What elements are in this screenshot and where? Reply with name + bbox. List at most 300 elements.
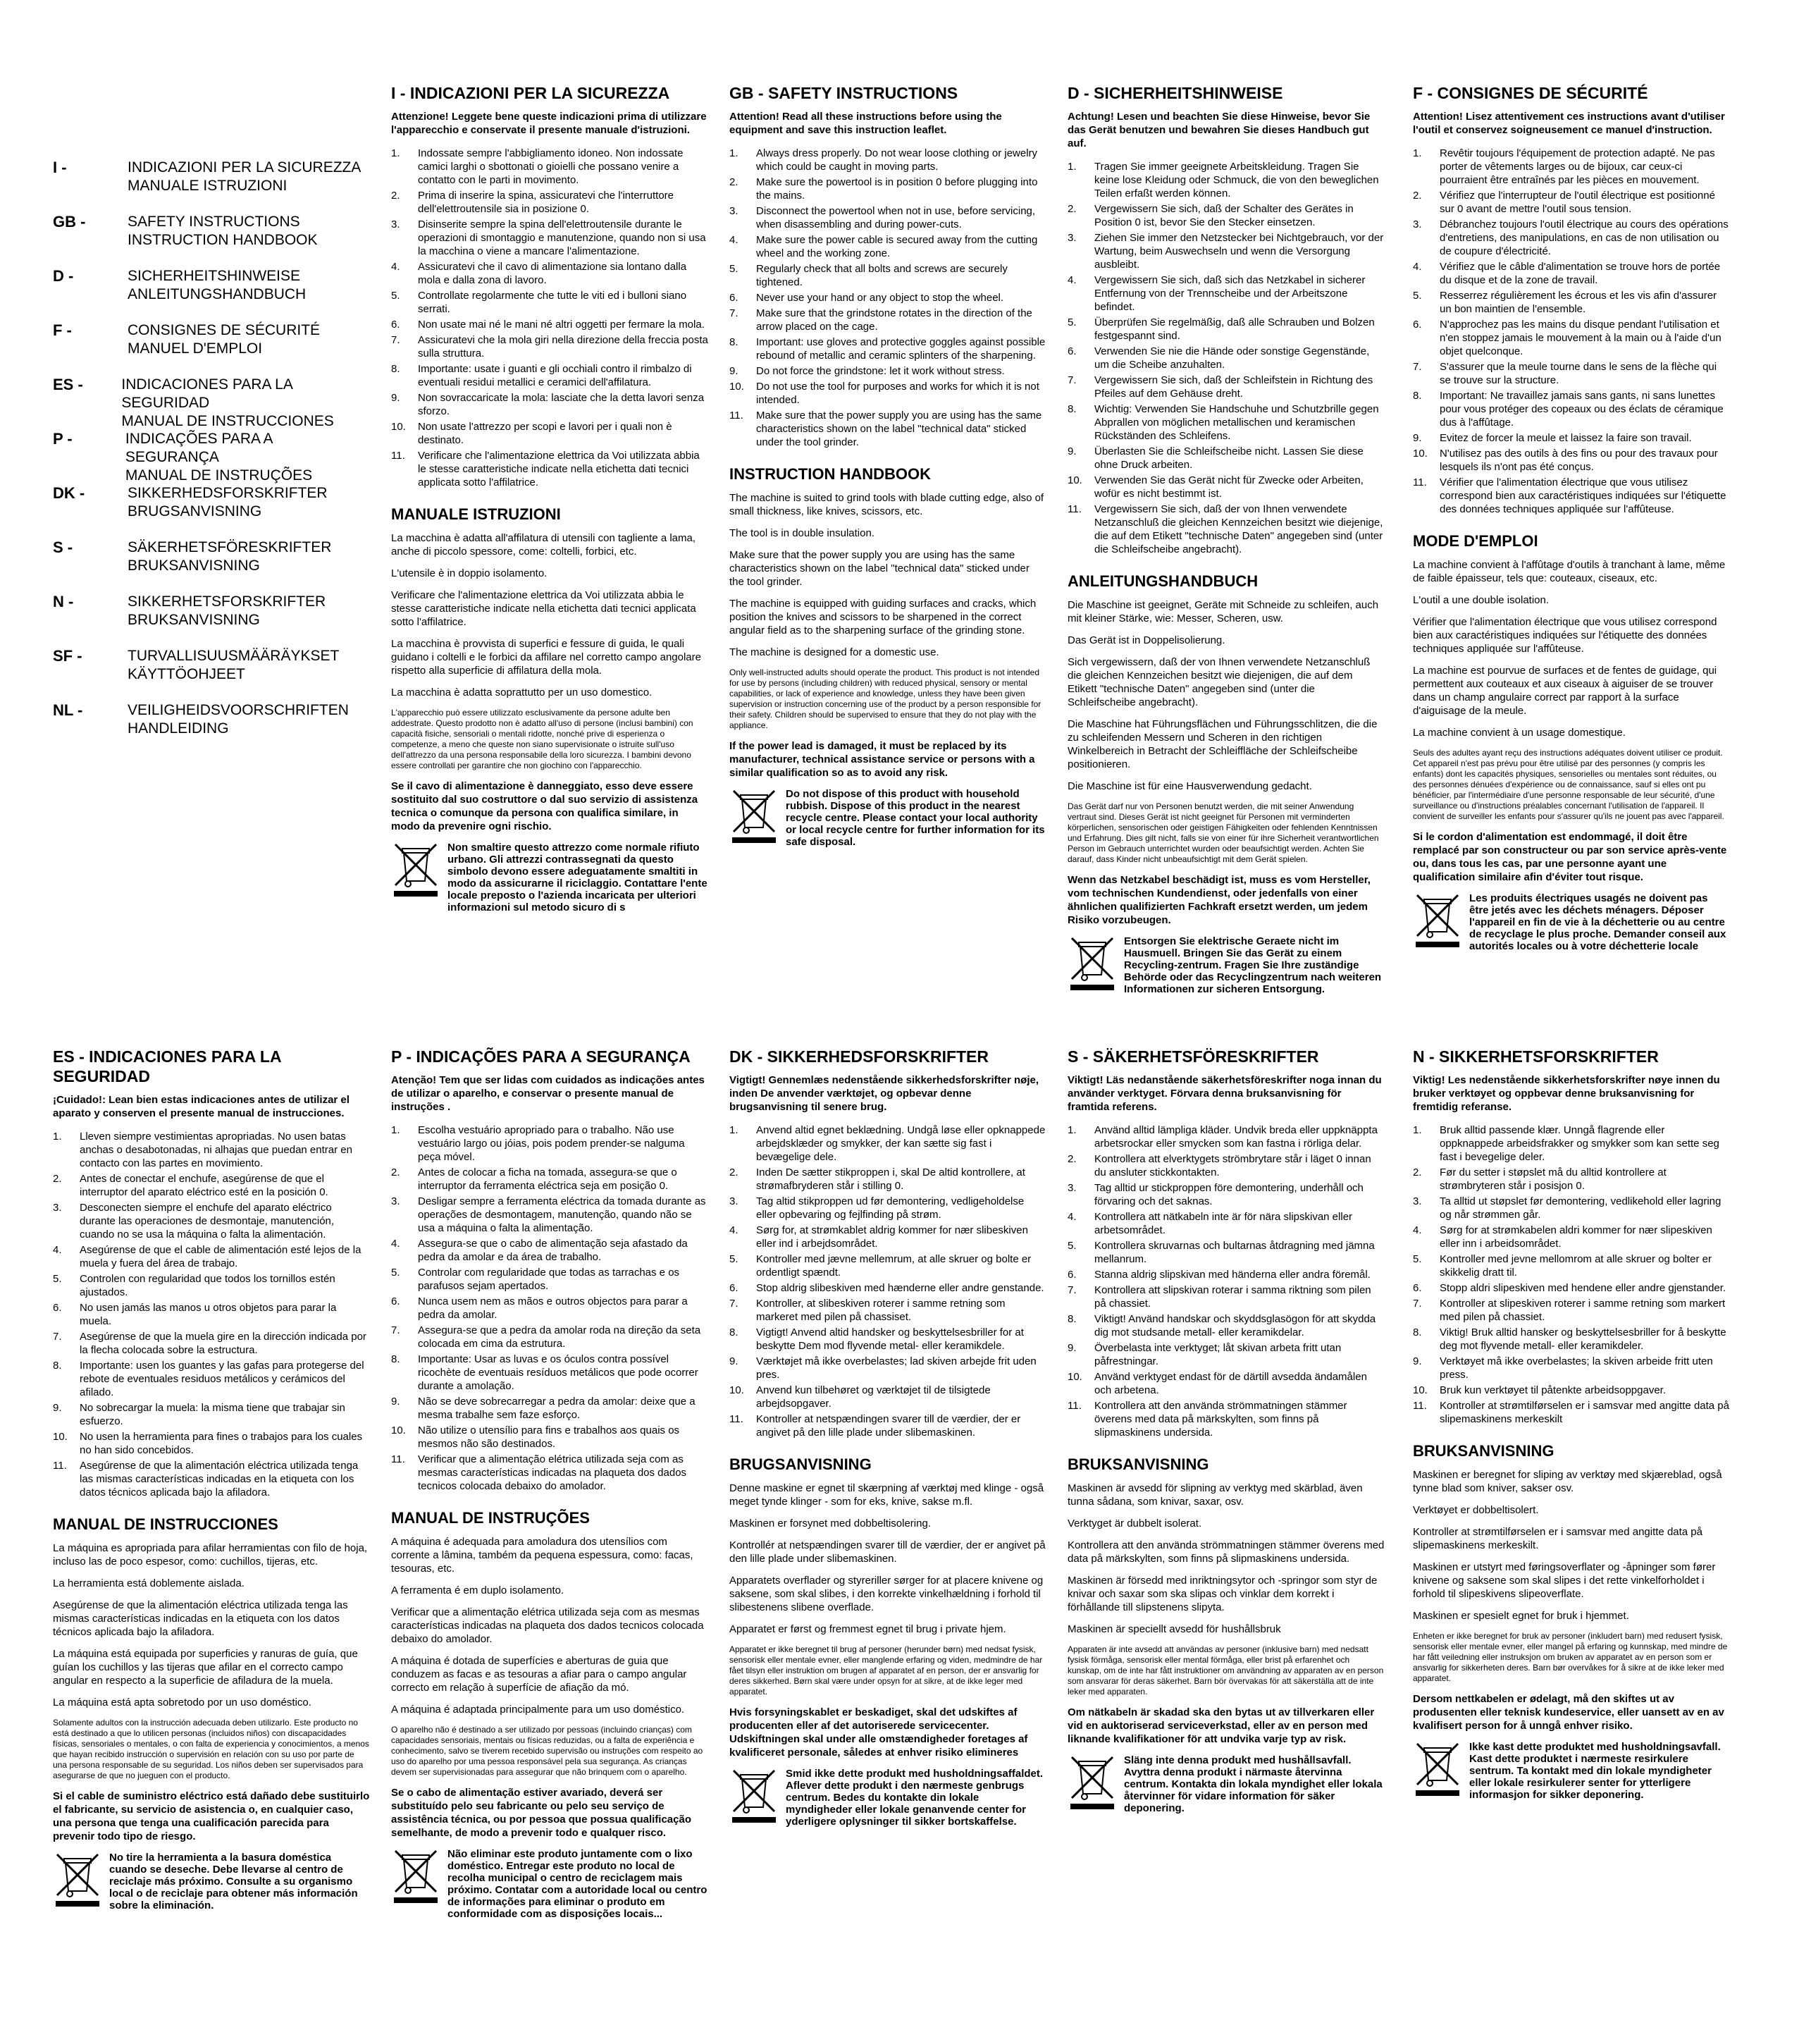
manual-paragraph: La machine est pourvue de surfaces et de fentes de guidage, qui permettent aux couteaux et aux ciseaux à aiguiser de se trouver dans un champ angulaire correct par rapport à la surface d'aiguisage de la meule. <box>1413 665 1717 717</box>
manual-paragraph: Solamente adultos con la instrucción adecuada deben utilizarlo. Este producto no está destinado a que lo utilicen personas (incluidos niños) con discapacidades físicas, sensoriales o mentales, o con falta de experiencia y conocimientos, a menos que hayan recibido instrucción o supervisión en relación con su uso por parte de una persona responsable de su seguridad. Los niños deben ser supervisados para asegurarse de que no jueguen con el producto. <box>53 1718 369 1780</box>
rule-number: 4. <box>1413 261 1422 273</box>
safety-rule <box>1413 1123 1730 1164</box>
rule-number: 6. <box>1068 345 1077 357</box>
rule-number: 8. <box>391 1353 400 1365</box>
rule-number: 8. <box>729 336 738 348</box>
rule-number: 9. <box>53 1402 62 1414</box>
disposal-text: Non smaltire questo attrezzo come normale rifiuto urbano. Gli attrezzi contrassegnati da questo simbolo devono essere adeguatamente smaltiti in modo da assicurarne il riciclaggio. Contattare l'ente locale preposto o l'azienda incaricata per ulteriori informazioni sul metodo sicuro di s <box>447 842 707 913</box>
safety-rule <box>1413 147 1730 187</box>
rule-text: Kontroller at strømtilførselen er i samsvar med angitte data på slipemaskinens merkeskilt <box>1440 1400 1729 1425</box>
rule-number: 4. <box>1068 274 1077 286</box>
rule-text: Assicuratevi che il cavo di alimentazione sia lontano dalla mola e dalla zona di lavoro. <box>418 261 687 286</box>
rule-text: Make sure the power cable is secured away from the cutting wheel and the working zone. <box>756 234 1038 259</box>
manual-paragraph: Die Maschine ist für eine Hausverwendung gedacht. <box>1068 780 1312 792</box>
crossed-bin-icon <box>1413 892 1462 949</box>
rule-number: 2. <box>391 190 400 202</box>
safety-rule <box>729 409 1046 449</box>
index-row <box>53 159 363 213</box>
rule-text: Verificar que a alimentação elétrica utilizada seja com as mesmas características indicadas na plaqueta dos dados tecnicos colocada debaixo do amolador. <box>418 1453 687 1492</box>
rule-text: Always dress properly. Do not wear loose clothing or jewelry which could be caught in moving parts. <box>756 147 1038 173</box>
rule-text: Non sovraccaricate la mola: lasciate che la detta lavori senza sforzo. <box>418 392 705 417</box>
disposal-text: No tire la herramienta a la basura doméstica cuando se deseche. Debe llevarse al centro de reciclaje más próximo. Consulte a su organismo local o de reciclaje para obtener más información sobre la eliminación. <box>109 1852 358 1911</box>
safety-warning: Attention! Read all these instructions before using the equipment and save this instruction leaflet. <box>729 111 1002 136</box>
rule-text: Não utilize o utensílio para fins e trabalhos aos quais os mesmos não são destinados. <box>418 1424 680 1450</box>
safety-rule <box>729 262 1046 289</box>
rule-text: N'utilisez pas des outils à des fins ou pour des travaux pour lesquels ils n'ont pas été conçus. <box>1440 448 1718 473</box>
rule-number: 5. <box>1068 316 1077 328</box>
index-row <box>53 647 363 701</box>
manual-paragraph: Maskinen er utstyrt med føringsoverflater og -åpninger som fører knivene og saksene som skal slipes i det rette vinkelforholdet i forhold til slipeskivens slipeoverflate. <box>1413 1561 1716 1600</box>
safety-warning: Atenção! Tem que ser lidas com cuidados as indicações antes de utilizar o aparelho, e conservar o presente manual de instruções . <box>391 1074 705 1113</box>
rule-number: 7. <box>729 1298 738 1310</box>
rule-text: Vergewissern Sie sich, daß der von Ihnen verwendete Netzanschluß die gleichen Kennzeichen besitzt wie diejenige, die auf dem Etikett "technische Daten" angegeben sind (unter die Schleifscheibe angebracht). <box>1094 503 1383 555</box>
manual-paragraph: Apparatets overflader og styreriller sørger for at placere knivene og saksene, som skal slibes, i den korrekte vinkelhældning i forhold til slibestenens slibene overflade. <box>729 1575 1044 1613</box>
rule-number: 8. <box>1413 390 1422 402</box>
safety-rule <box>729 147 1046 173</box>
index-section-titles <box>128 213 318 250</box>
index-language-code: D - <box>53 267 74 285</box>
manual-paragraph: La machine convient à l'affûtage d'outils à tranchant à lame, même de faible épaisseur, tels que: couteaux, ciseaux, etc. <box>1413 559 1726 584</box>
rule-number: 7. <box>391 1324 400 1336</box>
safety-rule <box>729 1224 1046 1250</box>
safety-rule <box>1068 1399 1385 1439</box>
rule-text: Assicuratevi che la mola giri nella direzione della freccia posta sulla struttura. <box>418 334 708 359</box>
disposal-notice <box>391 842 708 913</box>
rule-text: Stop aldrig slibeskiven med hænderne eller andre genstande. <box>756 1282 1044 1294</box>
safety-rules <box>391 147 708 489</box>
disposal-notice <box>53 1852 370 1911</box>
manual-paragraph: L'utensile è in doppio isolamento. <box>391 567 548 579</box>
language-section <box>391 83 708 1049</box>
rule-text: Vergewissern Sie sich, daß sich das Netzkabel in sicherer Entfernung von der Trennscheibe und der Arbeitszone befindet. <box>1094 274 1366 313</box>
rule-text: Vérifiez que l'interrupteur de l'outil électrique est positionné sur 0 avant de mettre l'outil sous tension. <box>1440 190 1715 215</box>
rule-text: Make sure the powertool is in position 0 before plugging into the mains. <box>756 176 1038 202</box>
crossed-bin-icon <box>729 788 779 844</box>
rule-number: 5. <box>391 290 400 302</box>
manual-paragraph: Si el cable de suministro eléctrico está dañado debe sustituirlo el fabricante, su servicio de asistencia o, en cualquier caso, una persona que tenga una cualificación parecida para prevenir todo tipo de riesgo. <box>53 1790 370 1842</box>
language-section <box>1068 83 1385 1049</box>
rule-text: S'assurer que la meule tourne dans le sens de la flèche qui se trouve sur la structure. <box>1440 361 1717 386</box>
rule-number: 9. <box>1413 432 1422 444</box>
manual-paragraph: Apparatet er ikke beregnet til brug af personer (herunder børn) med nedsat fysisk, sensorisk eller mentale evner, eller manglende erfaring og viden, medmindre de har fået tilsyn eller instruktion om brugen af apparatet af en person, der er ansvarlig for deres sikkerhed. Børn skal være under opsyn for at sikre, at de ikke leger med apparatet. <box>729 1644 1043 1697</box>
safety-rule <box>1413 447 1730 474</box>
manual-paragraph: Maskinen är avsedd för slipning av verktyg med skärblad, även tunna sådana, som knivar, saxar, osv. <box>1068 1482 1363 1508</box>
manual-paragraph: La machine convient à un usage domestique. <box>1413 727 1626 739</box>
rule-text: Make sure that the grindstone rotates in the direction of the arrow placed on the cage. <box>756 307 1032 333</box>
rule-text: Lleven siempre vestimientas apropriadas. No usen batas anchas o desabotonadas, ni alhajas que puedan entrar en contacto con las partes en movimiento. <box>80 1131 352 1169</box>
rule-text: Kontrollera att nätkabeln inte är för nära slipskivan eller arbetsområdet. <box>1094 1211 1353 1236</box>
manual-paragraph: Verificar que a alimentação elétrica utilizada seja com as mesmas características indicadas na plaqueta dos dados tecnicos colocada debaixo do amolador. <box>391 1606 704 1645</box>
rule-number: 7. <box>729 307 738 319</box>
rule-text: Prima di inserire la spina, assicuratevi che l'interruttore dell'elettroutensile sia in posizione 0. <box>418 190 674 215</box>
rule-text: Assegura-se que o cabo de alimentação seja afastado da pedra da amolar e da área de trabalho. <box>418 1238 688 1263</box>
manual-title: MANUAL DE INSTRUÇÕES <box>391 1509 590 1527</box>
rule-text: Viktig! Bruk alltid hansker og beskyttelsesbriller for å beskytte deg mot flyvende metall- eller keramikdeler. <box>1440 1326 1726 1352</box>
rule-number: 11. <box>1413 1400 1427 1412</box>
index-section-titles <box>128 593 326 629</box>
safety-rule <box>1413 1281 1730 1295</box>
manual-title: MANUALE ISTRUZIONI <box>391 505 561 523</box>
index-section-title: MANUALE ISTRUZIONI <box>128 178 288 194</box>
rule-number: 9. <box>729 1355 738 1367</box>
rule-number: 7. <box>1413 361 1422 373</box>
rule-number: 9. <box>391 392 400 404</box>
index-section-title: INSTRUCTION HANDBOOK <box>128 232 318 248</box>
rule-number: 1. <box>1068 161 1077 173</box>
safety-rule <box>391 1123 708 1164</box>
manual-paragraph: Das Gerät darf nur von Personen benutzt werden, die mit seiner Anwendung vertraut sind. Dieses Gerät ist nicht geeignet für Personen mit verminderten körperlichen, sensorischen oder geistigen Fähigkeiten oder fehlenden Kenntnissen und Erfahrung. Dies gilt nicht, falls sie von einer für ihre Sicherheit verantwortlichen Person im Gebrauch unterrichtet wurden oder beaufsichtigt werden. Achten Sie darauf, dass Kinder nicht unbeaufsichtigt mit dem Gerät spielen. <box>1068 801 1379 864</box>
safety-rule <box>391 1195 708 1235</box>
rule-number: 10. <box>1413 448 1428 460</box>
index-section-titles <box>128 701 349 738</box>
crossed-bin-icon <box>53 1852 102 1908</box>
safety-rule <box>391 1166 708 1193</box>
rule-text: Important: use gloves and protective goggles against possible rebound of metallic and ceramic splinters of the sharpening. <box>756 336 1046 362</box>
safety-rule <box>1068 1283 1385 1310</box>
rule-text: Använd alltid lämpliga kläder. Undvik breda eller uppknäppta arbetsrockar eller smycken som kan fastna i rörliga delar. <box>1094 1124 1378 1150</box>
manual-paragraph: La máquina es apropriada para afilar herramientas con filo de hoja, incluso las de poco espesor, como: cuchillos, tijeras, etc. <box>53 1542 368 1568</box>
manual-paragraph: The machine is suited to grind tools with blade cutting edge, also of small thickness, like knives, scissors, etc. <box>729 492 1044 517</box>
rule-text: No sobrecargar la muela: la misma tiene que trabajar sin esfuerzo. <box>80 1402 345 1427</box>
index-section-title: KÄYTTÖOHJEET <box>128 666 245 682</box>
rule-text: Verktøyet må ikke overbelastes; la skiven arbeide fritt uten press. <box>1440 1355 1713 1381</box>
safety-rule <box>1068 1181 1385 1208</box>
safety-warning: Viktigt! Läs nedanstående säkerhetsföreskrifter noga innan du använder verktyget. Förvara denna bruksanvisning för framtida referens. <box>1068 1074 1382 1113</box>
rule-text: Vérifiez que le câble d'alimentation se trouve hors de portée du disque et de la zone de travail. <box>1440 261 1721 286</box>
rule-number: 3. <box>1068 1182 1077 1194</box>
rule-text: Asegúrense de que la muela gire en la dirección indicada por la flecha colocada sobre la estructura. <box>80 1331 366 1356</box>
safety-rule <box>1068 402 1385 443</box>
index-section-title: HANDLEIDING <box>128 720 229 737</box>
manual-paragraph: Dersom nettkabelen er ødelagt, må den skiftes ut av produsenten eller teknisk kundeservice, eller uansett av en av kvalifisert person for å unngå enhver risiko. <box>1413 1693 1724 1732</box>
index-section-title: TURVALLISUUSMÄÄRÄYKSET <box>128 648 340 664</box>
safety-rule <box>1068 1268 1385 1281</box>
rule-text: Använd verktyget endast för de därtill avsedda ändamålen och arbetena. <box>1094 1371 1367 1396</box>
rule-number: 5. <box>391 1267 400 1279</box>
rule-number: 1. <box>53 1131 62 1143</box>
manual-paragraph: Om nätkabeln är skadad ska den bytas ut av tillverkaren eller vid en auktoriserad serviceverkstad, eller av en person med liknande kvalifikationer för att undvika varje typ av risk. <box>1068 1706 1375 1745</box>
rule-number: 3. <box>391 218 400 230</box>
index-section-title: CONSIGNES DE SÉCURITÉ <box>128 322 321 338</box>
disposal-text: Les produits électriques usagés ne doivent pas être jetés avec les déchets ménagers. Déposer l'appareil en fin de vie à la déchetterie ou au centre de recyclage le plus proche. Demander conseil aux autorités locales ou à votre déchetterie locale <box>1469 892 1726 952</box>
rule-text: Make sure that the power supply you are using has the same characteristics shown on the label "technical data" sticked under the tool grinder. <box>756 410 1042 448</box>
rule-number: 4. <box>729 234 738 246</box>
safety-rule <box>729 1412 1046 1439</box>
rule-number: 8. <box>53 1360 62 1372</box>
rule-number: 7. <box>53 1331 62 1343</box>
safety-rule <box>729 291 1046 304</box>
rule-text: Controllate regolarmente che tutte le viti ed i bulloni siano serrati. <box>418 290 687 315</box>
rule-text: Never use your hand or any object to stop the wheel. <box>756 292 1004 304</box>
safety-rule <box>1413 289 1730 316</box>
rule-number: 5. <box>729 1253 738 1265</box>
manual-paragraph: Maskinen er forsynet med dobbeltisolering. <box>729 1517 931 1529</box>
safety-rule <box>391 189 708 216</box>
section-title: P - INDICAÇÕES PARA A SEGURANÇA <box>391 1047 691 1066</box>
index-section-titles <box>128 267 306 304</box>
index-language-code: F - <box>53 321 72 339</box>
safety-rule <box>1413 1384 1730 1397</box>
manual-paragraph: The machine is equipped with guiding surfaces and cracks, which position the knives and scissors to be sharpened in the correct angular field as to the sharpening surface of the grinding stone. <box>729 598 1037 636</box>
language-section <box>1413 83 1730 1049</box>
safety-rule <box>729 176 1046 202</box>
safety-rule <box>391 420 708 447</box>
safety-rule <box>1068 345 1385 371</box>
language-index <box>53 159 363 756</box>
disposal-notice <box>1413 892 1730 952</box>
language-section <box>729 1047 1046 2026</box>
index-section-title: SAFETY INSTRUCTIONS <box>128 214 300 230</box>
rule-text: Verwenden Sie nie die Hände oder sonstige Gegenstände, um die Scheibe anzuhalten. <box>1094 345 1370 371</box>
safety-rule <box>391 362 708 389</box>
safety-rule <box>1413 189 1730 216</box>
index-language-code: SF - <box>53 647 82 665</box>
safety-rule <box>729 1195 1046 1221</box>
index-section-title: SICHERHEITSHINWEISE <box>128 268 301 284</box>
safety-rule <box>391 289 708 316</box>
rule-text: Kontrollera skruvarnas och bultarnas åtdragning med jämna mellanrum. <box>1094 1240 1375 1265</box>
rule-text: Kontrollera att elverktygets strömbrytare står i läget 0 innan du ansluter stickkontakten. <box>1094 1153 1371 1178</box>
safety-rule <box>1068 316 1385 343</box>
rule-number: 11. <box>729 1413 743 1425</box>
manual-paragraph: A máquina é dotada de superfícies e aberturas de guia que conduzem as facas e as tesouras a afiar para o campo angular correcto em relação à superfície de afiação da mó. <box>391 1655 687 1694</box>
disposal-text: Släng inte denna produkt med hushållsavfall. Avyttra denna produkt i närmaste återvinna centrum. Kontakta din lokala myndighet eller lokala återvinner för vidare information för säker deponering. <box>1124 1754 1383 1814</box>
rule-text: Viktigt! Använd handskar och skyddsglasögon för att skydda dig mot studsande metall- eller keramikdelar. <box>1094 1313 1376 1338</box>
safety-rule <box>729 1281 1046 1295</box>
rule-number: 6. <box>391 319 400 331</box>
section-title: GB - SAFETY INSTRUCTIONS <box>729 84 958 102</box>
rule-text: Inden De sætter stikproppen i, skal De altid kontrollere, at strømafbryderen står i stilling 0. <box>756 1166 1025 1192</box>
index-section-titles <box>128 538 331 575</box>
index-section-title: MANUEL D'EMPLOI <box>128 340 263 357</box>
rule-text: Não se deve sobrecarregar a pedra da amolar: deixe que a mesma trabalhe sem faze esforço. <box>418 1396 696 1421</box>
index-row <box>53 430 363 484</box>
disposal-text: Do not dispose of this product with household rubbish. Dispose of this product in the nearest recycle centre. Please contact your local authority or local recycle centre for further information for its safe disposal. <box>786 788 1045 848</box>
safety-rule <box>391 1295 708 1322</box>
safety-rule <box>391 318 708 331</box>
rule-number: 3. <box>1068 232 1077 244</box>
rule-number: 10. <box>391 421 406 433</box>
rule-text: Kontrollera att slipskivan roterar i samma riktning som pilen på chassiet. <box>1094 1284 1371 1310</box>
safety-warning: Attenzione! Leggete bene queste indicazioni prima di utilizzare l'apparecchio e conservate il presente manuale d'istruzioni. <box>391 111 707 136</box>
rule-number: 5. <box>729 263 738 275</box>
safety-rule <box>1068 160 1385 200</box>
rule-number: 11. <box>1068 1400 1082 1412</box>
rule-text: No usen la herramienta para fines o trabajos para los cuales no han sido concebidos. <box>80 1431 363 1456</box>
safety-rule <box>729 364 1046 378</box>
rule-number: 2. <box>1068 203 1077 215</box>
safety-rule <box>729 233 1046 260</box>
rule-text: Importante: Usar as luvas e os óculos contra possível ricochète de eventuais resíduos metálicos que pode ocorrer durante a amolação. <box>418 1353 698 1392</box>
safety-rule <box>391 260 708 287</box>
index-row <box>53 213 363 267</box>
manual-paragraph: La máquina está apta sobretodo por un uso doméstico. <box>53 1697 311 1709</box>
safety-rule <box>1068 202 1385 229</box>
manual-paragraph: La macchina è provvista di superfici e fessure di guida, le quali guidano i coltelli e le forbici da affilare nel corretto campo angolare rispetto alla superficie di affilatura della mola. <box>391 638 701 677</box>
safety-rule <box>1068 374 1385 400</box>
rule-number: 5. <box>1413 1253 1422 1265</box>
safety-rule <box>53 1272 370 1299</box>
manual-paragraph: Vérifier que l'alimentation électrique que vous utilisez correspond bien aux caractéristiques indiquées sur l'étiquette des données techniques appliquée sur l'affûteuse. <box>1413 616 1717 655</box>
rule-number: 2. <box>1068 1153 1077 1165</box>
manual-paragraph: Kontroller at strømtilførselen er i samsvar med angitte data på slipemaskinens merkeskilt. <box>1413 1526 1702 1551</box>
rule-number: 1. <box>1413 147 1422 159</box>
rule-text: Desligar sempre a ferramenta eléctrica da tomada durante as operações de desmontagem, manutenção, quando não se usa a máquina o falta la alimentação. <box>418 1195 706 1234</box>
safety-rule <box>1413 1355 1730 1381</box>
manual-title: ANLEITUNGSHANDBUCH <box>1068 572 1259 590</box>
rule-number: 9. <box>391 1396 400 1408</box>
safety-rule <box>729 307 1046 333</box>
rule-number: 1. <box>1068 1124 1077 1136</box>
manual-paragraph: Enheten er ikke beregnet for bruk av personer (inkludert barn) med redusert fysisk, sensorisk eller mentale evner, eller mangel på erfaring og kunnskap, med mindre de har fått veiledning eller instruksjon om bruken av apparatet av en person som er ansvarlig for sikkerheten deres. Barn bør overvåkes for å sikre at de ikke leker med apparatet. <box>1413 1631 1728 1683</box>
safety-warning: ¡Cuidado!: Lean bien estas indicaciones antes de utilizar el aparato y conserven el presente manual de instrucciones. <box>53 1094 350 1119</box>
safety-rule <box>729 1384 1046 1410</box>
rule-number: 1. <box>391 1124 400 1136</box>
safety-rule <box>1068 1152 1385 1179</box>
rule-number: 8. <box>729 1326 738 1338</box>
rule-number: 6. <box>729 1282 738 1294</box>
manual-paragraph: Apparatet er først og fremmest egnet til brug i private hjem. <box>729 1623 1006 1635</box>
rule-text: Vergewissern Sie sich, daß der Schalter des Gerätes in Position 0 ist, bevor Sie den Stecker einsetzen. <box>1094 203 1354 228</box>
rule-number: 2. <box>391 1166 400 1178</box>
index-section-titles <box>128 159 361 195</box>
rule-text: Verwenden Sie das Gerät nicht für Zwecke oder Arbeiten, wofür es nicht bestimmt ist. <box>1094 474 1364 500</box>
manual-paragraph: O aparelho não é destinado a ser utilizado por pessoas (incluindo crianças) com capacidades sensoriais, mentais ou físicas reduzidas, ou a falta de experiência e conhecimento, salvo se tiverem recebido supervisão ou instruções com respeito ao uso do aparelho por uma pessoa responsável pela sua segurança. As crianças devem ser supervisionadas para assegurar que não brinquem com o aparelho. <box>391 1725 703 1777</box>
section-title: D - SICHERHEITSHINWEISE <box>1068 84 1283 102</box>
rule-number: 6. <box>1068 1269 1077 1281</box>
manual-paragraph: Only well-instructed adults should operate the product. This product is not intended for use by persons (including children) with reduced physical, sensory or mental capabilities, or lack of experience and knowledge, unless they have been given supervision or instruction concerning use of the product by a person responsible for their safety. Children should be supervised to ensure that they do not play with the appliance. <box>729 667 1042 730</box>
rule-number: 4. <box>1068 1211 1077 1223</box>
disposal-text: Smid ikke dette produkt med husholdningsaffaldet. Aflever dette produkt i den nærmeste genbrugs centrum. Bedes du kontakte din lokale myndigheder eller lokale genanvende center for yderligere oplysninger til sikker bortskaffelse. <box>786 1768 1044 1828</box>
rule-number: 6. <box>53 1302 62 1314</box>
rule-text: Überprüfen Sie regelmäßig, daß alle Schrauben und Bolzen festgespannt sind. <box>1094 316 1375 342</box>
index-section-title: INDICAZIONI PER LA SICUREZZA <box>128 159 361 176</box>
safety-rule <box>729 1297 1046 1324</box>
rule-number: 1. <box>729 1124 738 1136</box>
manual-paragraph: L'apparecchio può essere utilizzato esclusivamente da persone adulte ben addestrate. Questo prodotto non è adatto all'uso di persone (inclusi bambini) con capacità fisiche, sensoriali o mentali ridotte, nonché prive di esperienza o competenze, a meno che queste non siano supervisionate o istruite sull'uso dell'attrezzo da una persona responsabile della loro sicurezza. I bambini devono essere controllati per garantire che non giochino con l'apparecchio. <box>391 708 693 770</box>
manual-paragraph: Die Maschine ist geeignet, Geräte mit Schneide zu schleifen, auch mit kleiner Stärke, wie: Messer, Scheren, usw. <box>1068 599 1379 624</box>
disposal-notice <box>391 1848 708 1920</box>
safety-warning: Attention! Lisez attentivement ces instructions avant d'utiliser l'outil et conservez soigneusement ce manuel d'instruction. <box>1413 111 1725 136</box>
safety-rule <box>1413 1166 1730 1193</box>
safety-rule <box>1068 1370 1385 1397</box>
safety-rule <box>729 1326 1046 1353</box>
disposal-notice <box>729 788 1046 848</box>
safety-rule <box>729 1252 1046 1279</box>
rule-text: Regularly check that all bolts and screws are securely tightened. <box>756 263 1008 288</box>
rule-text: Antes de colocar a ficha na tomada, assegura-se que o interruptor da ferramenta eléctrica seja em posição 0. <box>418 1166 677 1192</box>
safety-rule <box>1413 431 1730 445</box>
manual-paragraph: The tool is in double insulation. <box>729 527 874 539</box>
manual-paragraph: A ferramenta é em duplo isolamento. <box>391 1584 564 1596</box>
index-section-title: INDICACIONES PARA LA SEGURIDAD <box>121 376 292 411</box>
rule-text: Kontroller at netspændingen svarer till de værdier, der er angivet på den lille plade under slibemaskinen. <box>756 1413 1021 1439</box>
rule-number: 3. <box>729 205 738 217</box>
safety-rule <box>1068 1123 1385 1150</box>
crossed-bin-icon <box>1068 1754 1117 1811</box>
language-section <box>1413 1047 1730 2026</box>
rule-number: 10. <box>729 381 744 393</box>
safety-rule <box>391 1266 708 1293</box>
safety-rules <box>53 1130 370 1499</box>
rule-number: 3. <box>53 1202 62 1214</box>
index-section-title: BRUKSANVISNING <box>128 612 260 628</box>
disposal-text: Entsorgen Sie elektrische Geraete nicht im Hausmuell. Bringen Sie das Gerät zu einem Recycling-zentrum. Fragen Sie Ihre zuständige Behörde oder das Recyclingzentrum nach weiteren Informationen zur sicheren Entsorgung. <box>1124 935 1382 995</box>
manual-paragraph: Asegúrense de que la alimentación eléctrica utilizada tenga las mismas características indicadas en la etiqueta con los datos técnicos aplicada bajo la afiladora. <box>53 1599 348 1638</box>
rule-number: 11. <box>391 450 405 462</box>
index-section-titles <box>128 484 328 521</box>
manual-paragraph: Make sure that the power supply you are using has the same characteristics shown on the label "technical data" sticked under the tool grinder. <box>729 549 1030 588</box>
crossed-bin-icon <box>391 842 440 898</box>
safety-rule <box>1068 273 1385 314</box>
index-language-code: N - <box>53 593 74 610</box>
index-section-titles <box>128 647 339 684</box>
safety-rule <box>391 1424 708 1451</box>
safety-rule <box>1413 476 1730 516</box>
rule-text: Non usate l'attrezzo per scopi e lavori per i quali non è destinato. <box>418 421 672 446</box>
rule-text: Non usate mai né le mani né altri oggetti per fermare la mola. <box>418 319 705 331</box>
rule-number: 11. <box>729 410 743 421</box>
rule-text: Controlen con regularidad que todos los tornillos estén ajustados. <box>80 1273 335 1298</box>
manual-paragraph: Se il cavo di alimentazione è danneggiato, esso deve essere sostituito dal suo costruttore o dal suo servizio di assistenza tecnica o comunque da persona con qualifica similare, in modo da prevenire ogni rischio. <box>391 780 698 832</box>
index-language-code: NL - <box>53 701 83 719</box>
manual-paragraph: Hvis forsyningskablet er beskadiget, skal det udskiftes af producenten eller af det autoriserede servicecenter. Udskiftningen skal under alle omstændigheder foretages af kvalificeret personale, således at enhver risiko elimineres <box>729 1706 1028 1759</box>
manual-paragraph: Die Maschine hat Führungsflächen und Führungsschlitzen, die die zu schleifenden Messern und Scheren in den richtigen Winkelbereich in Betracht der Schleiffläche der Schleifscheibe positionieren. <box>1068 718 1378 770</box>
disposal-text: Não eliminar este produto juntamente com o lixo doméstico. Entregar este produto no local de recolha municipal o centro de reciclagem mais próximo. Contatar com a autoridade local ou centro de informações para eliminar o produto em conformidade com as disposições locais... <box>447 1848 707 1920</box>
manual-title: BRUKSANVISNING <box>1068 1455 1209 1473</box>
safety-rule <box>1413 260 1730 287</box>
rule-text: Kontrollera att den använda strömmatningen stämmer överens med data på märkskylten, som finns på slipmaskinens undersida. <box>1094 1400 1347 1439</box>
rule-number: 10. <box>729 1384 744 1396</box>
rule-number: 9. <box>1068 445 1077 457</box>
manual-paragraph: L'outil a une double isolation. <box>1413 594 1550 606</box>
rule-text: Important: Ne travaillez jamais sans gants, ni sans lunettes pour vous protéger des copeaux ou des éclats de céramique dus à l'affûtage. <box>1440 390 1724 429</box>
rule-text: Controlar com regularidade que todas as tarrachas e os parafusos sejam apertados. <box>418 1267 680 1292</box>
rule-text: Resserrez régulièrement les écrous et les vis afin d'assurer un bon maintien de l'ensemble. <box>1440 290 1717 315</box>
index-section-title: ANLEITUNGSHANDBUCH <box>128 286 307 302</box>
rule-text: Bruk kun verktøyet til påtenkte arbeidsoppgaver. <box>1440 1384 1667 1396</box>
safety-rule <box>1413 218 1730 258</box>
safety-rules <box>1068 1123 1385 1439</box>
safety-rule <box>391 1395 708 1422</box>
rule-text: Vergewissern Sie sich, daß der Schleifstein in Richtung des Pfeiles auf dem Gehäuse dreht. <box>1094 374 1373 400</box>
crossed-bin-icon <box>729 1768 779 1824</box>
rule-number: 8. <box>1068 1313 1077 1325</box>
manual-paragraph: La macchina è adatta all'affilatura di utensili con tagliente a lama, anche di piccolo spessore, come: coltelli, forbici, etc. <box>391 532 696 558</box>
section-title: N - SIKKERHETSFORSKRIFTER <box>1413 1047 1659 1066</box>
disposal-notice <box>729 1768 1046 1828</box>
rule-text: Do not use the tool for purposes and works for which it is not intended. <box>756 381 1039 406</box>
rule-text: Kontroller, at slibeskiven roterer i samme retning som markeret med pilen på chassiset. <box>756 1298 1006 1323</box>
manual-paragraph: La máquina está equipada por superficies y ranuras de guía, que guían los cuchillos y las tijeras que afilar en el correcto campo angular en respecto a la superficie de afiladura de la muela. <box>53 1648 358 1687</box>
safety-rule <box>729 1355 1046 1381</box>
manual-paragraph: La herramienta está doblemente aislada. <box>53 1577 245 1589</box>
rule-text: Assegura-se que a pedra da amolar roda na direção da seta colocada em cima da estrutura. <box>418 1324 701 1350</box>
index-section-titles <box>128 321 320 358</box>
safety-warning: Achtung! Lesen und beachten Sie diese Hinweise, bevor Sie das Gerät benutzen und bewahren Sie dieses Handbuch gut auf. <box>1068 111 1371 149</box>
rule-number: 11. <box>53 1460 67 1472</box>
rule-text: Antes de conectar el enchufe, asegúrense de que el interruptor del aparato eléctrico esté en la posición 0. <box>80 1173 328 1198</box>
rule-number: 2. <box>1413 1166 1422 1178</box>
rule-number: 2. <box>53 1173 62 1185</box>
index-language-code: I - <box>53 159 67 176</box>
manual-paragraph: A máquina é adequada para amoladura dos utensílios com corrente a lâmina, também da pequena espessura, como: facas, tesouras, etc. <box>391 1536 693 1575</box>
rule-text: Anvend altid egnet beklædning. Undgå løse eller opknappede arbejdsklæder og smykker, der kan sætte sig fast i bevægelige dele. <box>756 1124 1046 1163</box>
safety-rule <box>1413 1326 1730 1353</box>
index-section-title: SIKKERHETSFORSKRIFTER <box>128 593 326 610</box>
disposal-notice <box>1068 1754 1385 1814</box>
rule-text: Sørg for at strømkabelen aldri kommer for nær slipeskiven eller inn i arbeidsområdet. <box>1440 1224 1712 1250</box>
